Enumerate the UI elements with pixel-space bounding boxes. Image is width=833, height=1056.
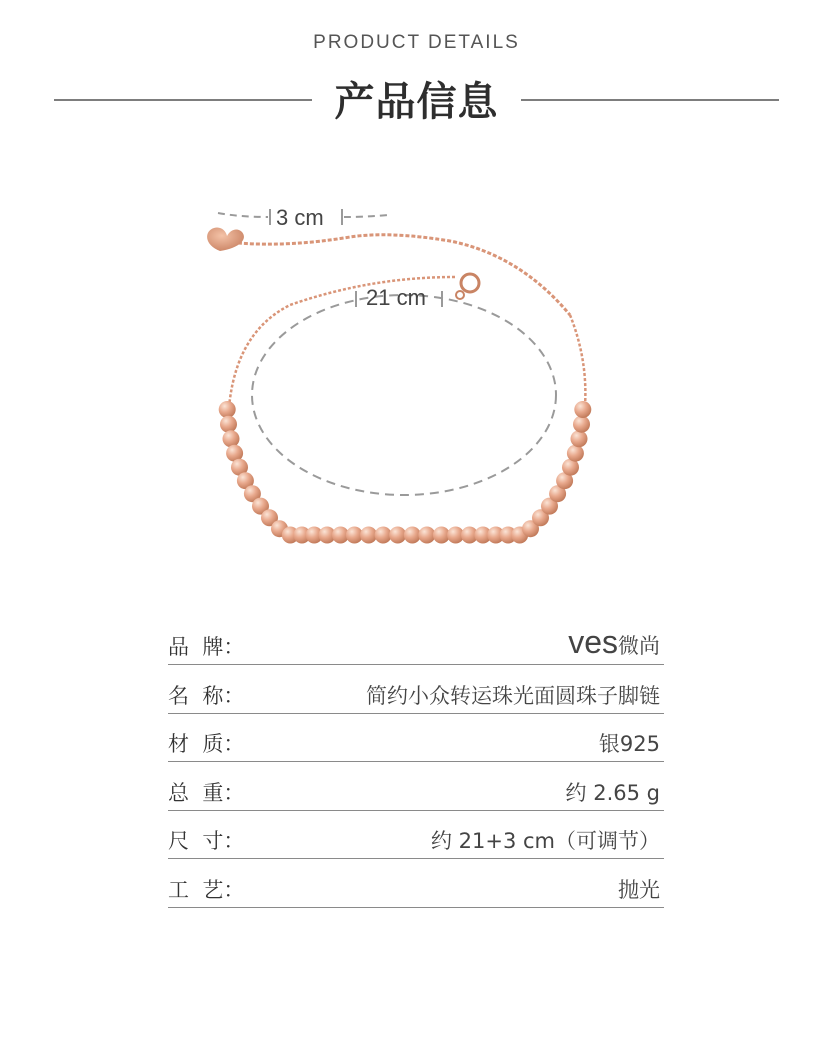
spec-row-brand [168,624,664,665]
spec-label: 总 重： [168,780,245,805]
spec-label: 尺 寸： [168,829,245,853]
chain-dimension [356,285,442,310]
bead [220,416,237,433]
bead [223,430,240,447]
spec-row-name [168,677,664,714]
heart-charm [207,228,244,251]
extension-dimension [218,205,388,230]
product-image [190,195,630,575]
brand-name: 微尚 [618,634,660,658]
bead [219,401,236,418]
spec-row-material [168,725,664,762]
spec-value-material: 银925 [598,732,660,756]
anklet-illustration [190,195,630,575]
bead [389,527,406,544]
bead-row [219,401,592,544]
spec-row-weight [168,774,664,811]
spec-label: 名 称： [168,683,245,708]
spec-value-craft: 抛光 [618,877,660,902]
bead [360,527,377,544]
spec-value-brand [568,624,660,661]
spec-row-craft [168,871,664,908]
bead [404,527,421,544]
spec-value-weight: 约 2.65 g [565,780,660,805]
spec-value-name: 简约小众转运珠光面圆珠子脚链 [366,683,660,708]
chain-length-guide [252,295,556,495]
spec-label: 材 质： [168,732,245,756]
chain-length-label: 21 cm [366,285,426,310]
bead [571,430,588,447]
spec-row-size [168,822,664,859]
bead [418,527,435,544]
clasp [456,274,479,299]
brand-logo-text: ves [568,624,618,660]
bead [375,527,392,544]
spec-table [168,624,664,919]
spec-value-size: 约 21+3 cm（可调节） [430,829,660,853]
page-title: 产品信息 [334,79,499,125]
extension-length-label: 3 cm [276,205,324,230]
bead [573,416,590,433]
bead [574,401,591,418]
header-divider-right [521,99,779,101]
spec-label: 工 艺： [168,877,245,902]
bead [567,445,584,462]
header-subtitle: PRODUCT DETAILS [313,32,520,53]
spec-label: 品 牌： [168,635,245,659]
